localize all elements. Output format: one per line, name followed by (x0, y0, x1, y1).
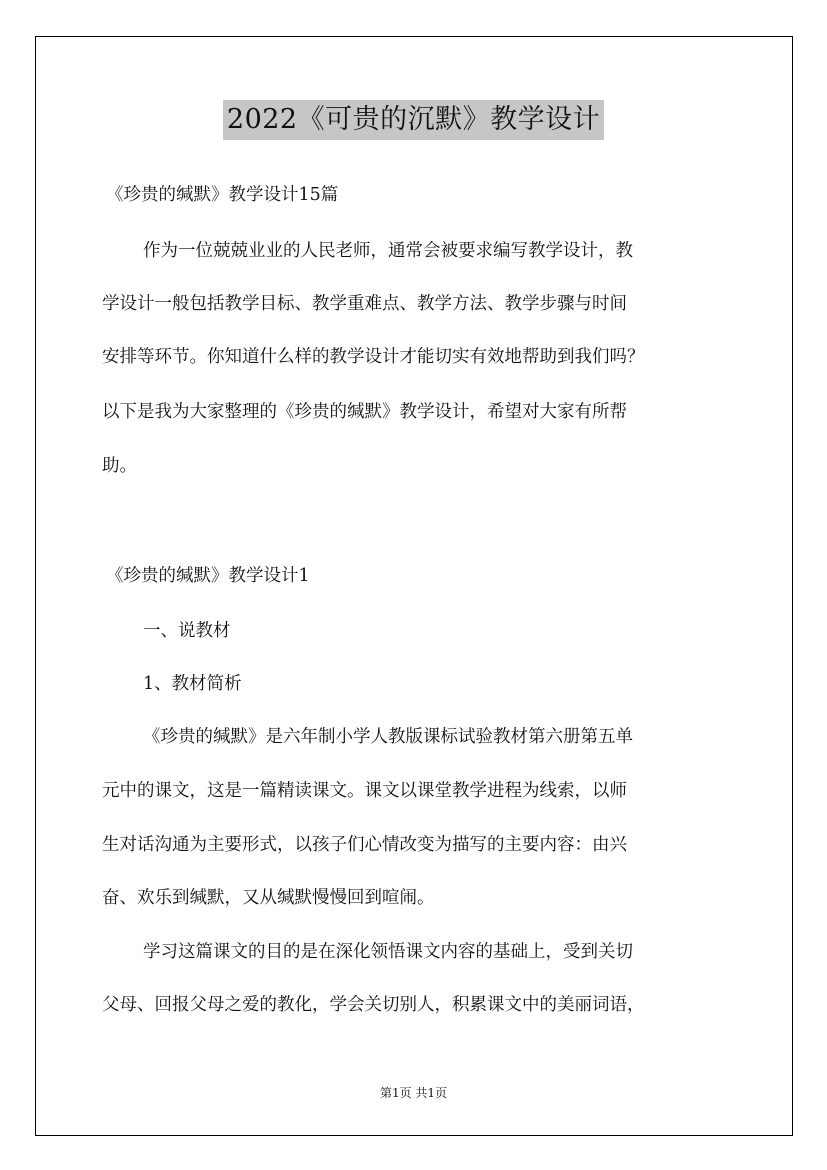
paragraph-line: 以下是我为大家整理的《珍贵的缄默》教学设计，希望对大家有所帮 (102, 402, 627, 422)
paragraph-line: 生对话沟通为主要形式，以孩子们心情改变为描写的主要内容：由兴 (102, 835, 627, 855)
paragraph-line: 安排等环节。你知道什么样的教学设计才能切实有效地帮助到我们吗？ (102, 347, 645, 367)
section-heading: 《珍贵的缄默》教学设计1 (106, 566, 310, 586)
paragraph-line: 作为一位兢兢业业的人民老师，通常会被要求编写教学设计，教 (143, 241, 633, 261)
page-footer: 第1页 共1页 (379, 1086, 448, 1100)
section-subheading: 1、教材简析 (143, 674, 242, 694)
document-title: 2022《可贵的沉默》教学设计 (223, 100, 604, 140)
paragraph-line: 《珍贵的缄默》是六年制小学人教版课标试验教材第六册第五单 (143, 727, 633, 747)
paragraph-line: 学习这篇课文的目的是在深化领悟课文内容的基础上，受到关切 (143, 942, 633, 962)
paragraph-line: 学设计一般包括教学目标、教学重难点、教学方法、教学步骤与时间 (102, 294, 627, 314)
title-block (0, 100, 827, 140)
paragraph-line: 奋、欢乐到缄默，又从缄默慢慢回到喧闹。 (102, 888, 435, 908)
paragraph-line: 助。 (102, 456, 137, 476)
section-subheading: 一、说教材 (143, 621, 231, 641)
paragraph-line: 元中的课文，这是一篇精读课文。课文以课堂教学进程为线索，以师 (102, 781, 627, 801)
doc-subtitle: 《珍贵的缄默》教学设计15篇 (106, 185, 339, 205)
paragraph-line: 父母、回报父母之爱的教化，学会关切别人，积累课文中的美丽词语， (102, 995, 645, 1015)
